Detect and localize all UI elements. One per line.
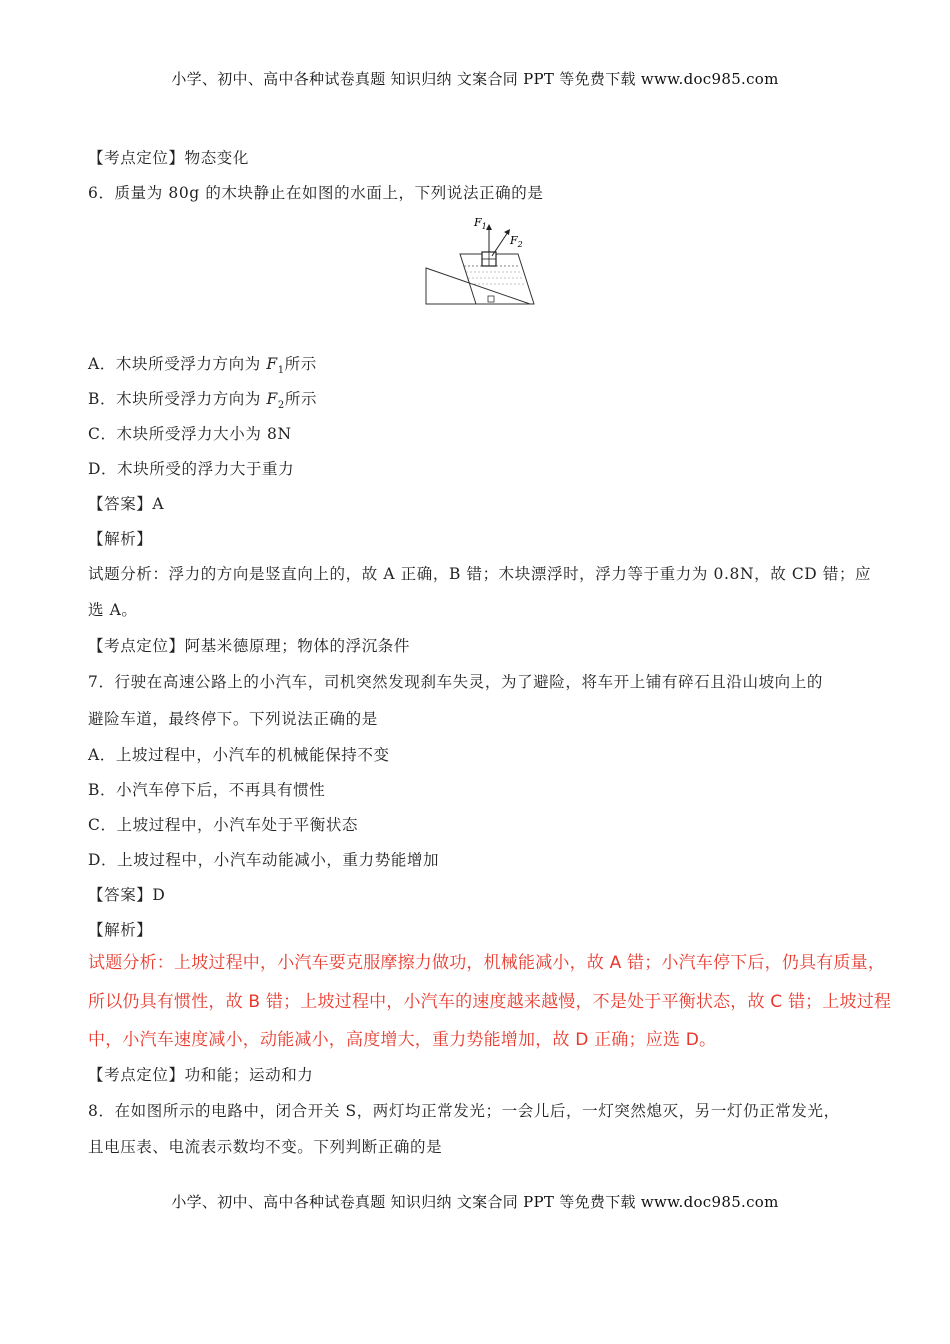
page-footer: 小学、初中、高中各种试卷真题 知识归纳 文案合同 PPT 等免费下载 www.doc985.com (171, 1193, 779, 1211)
q7-analysis-line2: 所以仍具有惯性，故 B 错；上坡过程中，小汽车的速度越来越慢，不是处于平衡状态，故 C 错；上坡过程 (88, 992, 892, 1012)
q6-answer: 【答案】A (88, 495, 165, 513)
f2-label: $F_2$ (510, 234, 523, 249)
q7-jiexi: 【解析】 (88, 921, 153, 939)
q7-option-c: C．上坡过程中，小汽车处于平衡状态 (88, 816, 359, 834)
q8-stem-line1: 8．在如图所示的电路中，闭合开关 S，两灯均正常发光；一会儿后，一灯突然熄灭，另一灯仍正常发光， (88, 1102, 840, 1120)
water-container (460, 254, 534, 304)
q6-option-d: D．木块所受的浮力大于重力 (88, 460, 295, 478)
q6-option-a: A．木块所受浮力方向为 $F_1$所示 (88, 355, 317, 377)
incline-shape (426, 268, 530, 304)
page-header: 小学、初中、高中各种试卷真题 知识归纳 文案合同 PPT 等免费下载 www.doc985.com (171, 70, 779, 88)
q8-stem-line2: 且电压表、电流表示数均不变。下列判断正确的是 (88, 1138, 443, 1156)
q6-option-c: C．木块所受浮力大小为 8N (88, 425, 292, 443)
q6-figure (424, 214, 536, 308)
q7-option-b: B．小汽车停下后，不再具有惯性 (88, 781, 326, 799)
f1-label: $F_1$ (474, 216, 487, 231)
q7-kaodian: 【考点定位】功和能；运动和力 (88, 1066, 314, 1084)
f2-arrow (492, 232, 508, 256)
q7-option-d: D．上坡过程中，小汽车动能减小，重力势能增加 (88, 851, 440, 869)
q7-option-a: A．上坡过程中，小汽车的机械能保持不变 (88, 746, 390, 764)
q6-analysis-line1: 试题分析：浮力的方向是竖直向上的，故 A 正确，B 错；木块漂浮时，浮力等于重力为 0.8N，故 CD 错；应 (88, 565, 872, 583)
q5-kaodian: 【考点定位】物态变化 (88, 149, 250, 167)
q6-kaodian: 【考点定位】阿基米德原理；物体的浮沉条件 (88, 637, 411, 655)
q7-analysis-line1: 试题分析：上坡过程中，小汽车要克服摩擦力做功，机械能减小，故 A 错；小汽车停下后，仍具有质量， (88, 953, 886, 973)
q6-stem: 6．质量为 80g 的木块静止在如图的水面上，下列说法正确的是 (88, 184, 544, 202)
q7-stem-line1: 7．行驶在高速公路上的小汽车，司机突然发现刹车失灵，为了避险，将车开上铺有碎石且沿山坡向上的 (88, 673, 823, 691)
q7-stem-line2: 避险车道，最终停下。下列说法正确的是 (88, 710, 378, 728)
q6-analysis-line2: 选 A。 (88, 601, 138, 619)
q6-option-b: B．木块所受浮力方向为 $F_2$所示 (88, 390, 318, 412)
q6-jiexi: 【解析】 (88, 530, 153, 548)
q7-answer: 【答案】D (88, 886, 166, 904)
q7-analysis-line3: 中，小汽车速度减小，动能减小，高度增大，重力势能增加，故 D 正确；应选 D。 (88, 1030, 717, 1050)
